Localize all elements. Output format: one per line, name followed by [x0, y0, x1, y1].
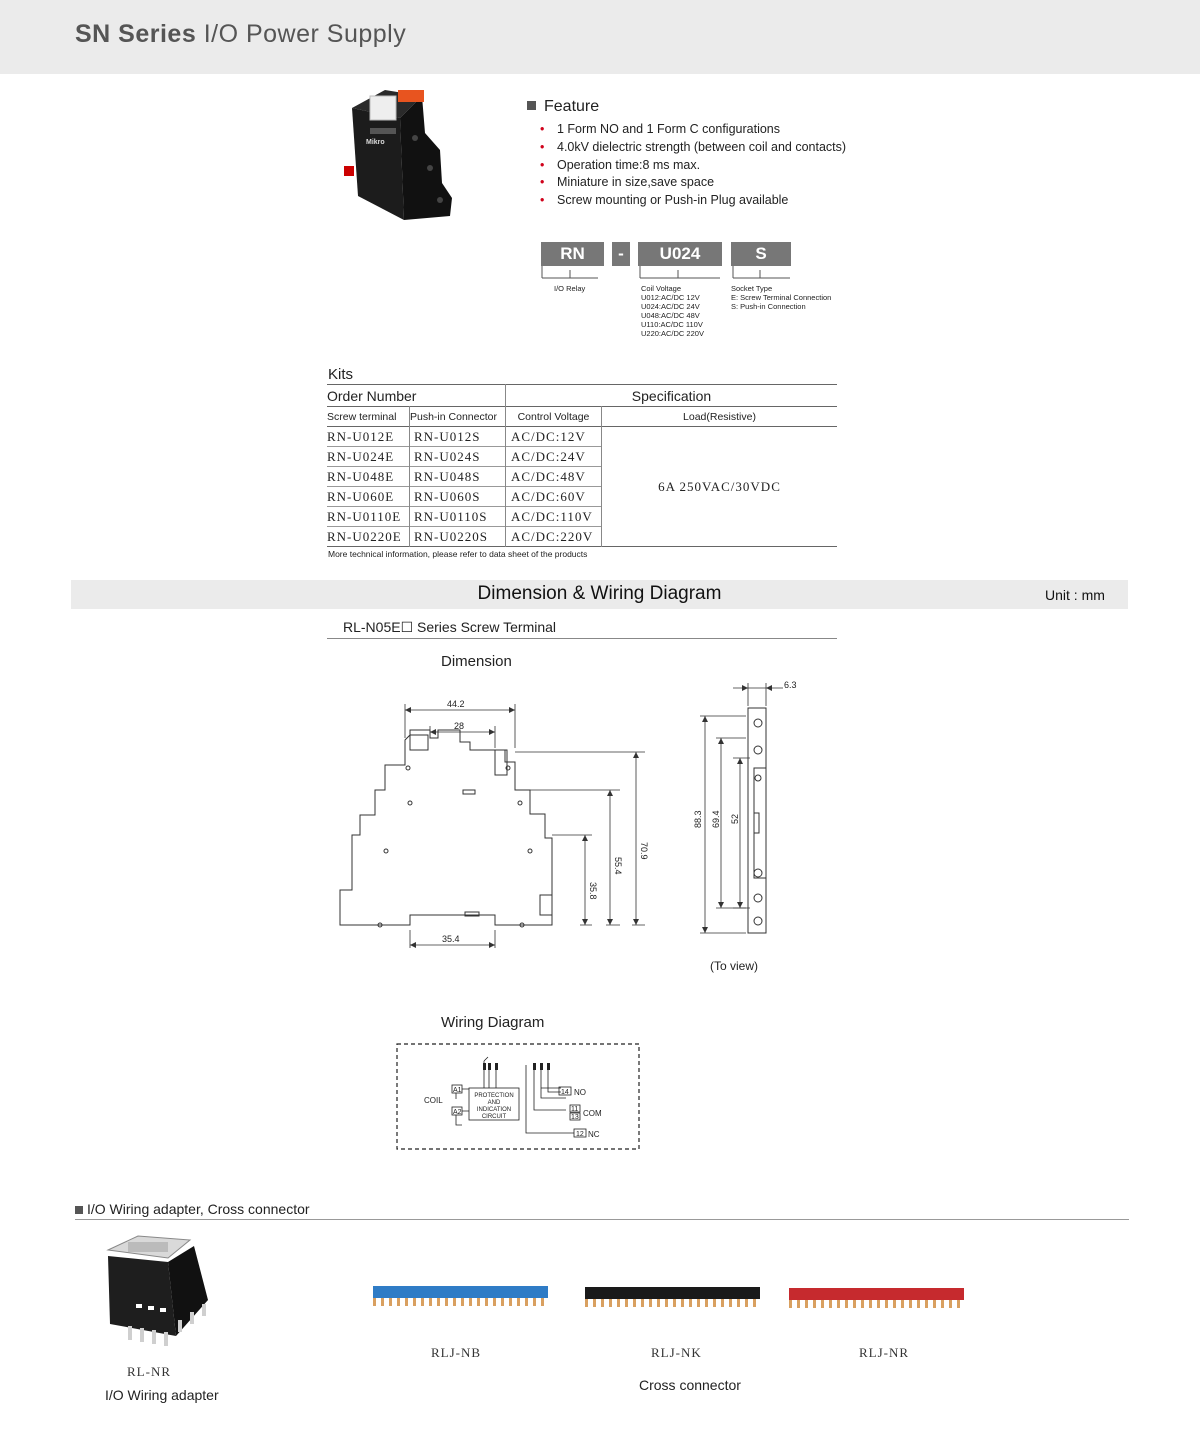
feature-item-text: 4.0kV dielectric strength (between coil and contacts): [557, 139, 847, 154]
screw-cell: RN-U060E: [327, 487, 410, 507]
bullet-dot-icon: •: [540, 193, 545, 208]
kits-header-row: [327, 385, 837, 407]
screw-cell: RN-U024E: [327, 447, 410, 467]
voltage-cell: AC/DC:110V: [506, 507, 602, 527]
circuit-line: PROTECTION: [474, 1093, 514, 1099]
feature-item: [540, 192, 846, 210]
page-title: [75, 20, 406, 49]
connector-pins: [585, 1299, 760, 1307]
push-cell: RN-U0110S: [410, 507, 506, 527]
kits-table: [327, 384, 837, 547]
top-view-drawing: [688, 678, 808, 940]
dim-69-4: 69.4: [711, 810, 721, 828]
cross-connector-blue: [373, 1286, 548, 1316]
code-desc-line: Coil Voltage: [641, 284, 682, 293]
com-label: COM: [583, 1109, 602, 1118]
code-part1-desc: I/O Relay: [554, 284, 586, 293]
divider: [327, 638, 837, 639]
code-desc-line: U024:AC/DC 24V: [641, 302, 700, 311]
divider: [75, 1219, 1129, 1220]
adapter-model: RL-NR: [127, 1364, 171, 1379]
terminal-11: 11: [571, 1106, 579, 1113]
series-title: RL-N05E☐ Series Screw Terminal: [343, 619, 557, 635]
dim-28: 28: [454, 721, 465, 731]
kits-subheader-row: [327, 407, 837, 427]
order-number-header: Order Number: [327, 385, 506, 407]
bullet-dot-icon: •: [540, 122, 545, 136]
dimension-section-title: Dimension & Wiring Diagram: [477, 583, 722, 604]
cross-connector-label: Cross connector: [639, 1377, 741, 1393]
screw-cell: RN-U0220E: [327, 527, 410, 547]
square-bullet-icon: [527, 101, 536, 110]
connector-model: RLJ-NR: [859, 1345, 910, 1360]
code-desc-line: U012:AC/DC 12V: [641, 293, 700, 302]
wiring-label: Wiring Diagram: [441, 1014, 545, 1031]
terminal-13: 13: [571, 1114, 579, 1121]
svg-text:Mikro: Mikro: [366, 139, 385, 146]
connector-bar-black: [585, 1287, 760, 1299]
dim-52: 52: [730, 813, 740, 824]
screw-cell: RN-U0110E: [327, 507, 410, 527]
code-bracket-lines: [538, 266, 798, 284]
connector-pins: [373, 1298, 548, 1306]
feature-list: [540, 121, 846, 210]
feature-heading-text: Feature: [544, 98, 600, 115]
feature-item-text: 1 Form NO and 1 Form C configurations: [557, 122, 780, 136]
circuit-line: CIRCUIT: [481, 1114, 507, 1120]
code-desc-line: U048:AC/DC 48V: [641, 311, 700, 320]
a2-label: A2: [453, 1109, 462, 1116]
wiring-diagram: [396, 1043, 641, 1151]
unit-label: Unit : mm: [1045, 587, 1105, 603]
connector-model: RLJ-NB: [431, 1345, 482, 1360]
code-desc-line: U220:AC/DC 220V: [641, 329, 704, 338]
dim-70-9: 70.9: [639, 842, 649, 860]
feature-item: [540, 139, 846, 157]
code-part-voltage: U024: [638, 242, 722, 266]
a1-label: A1: [453, 1087, 462, 1094]
screw-terminal-header: Screw terminal: [327, 407, 410, 427]
load-cell: 6A 250VAC/30VDC: [658, 478, 781, 494]
push-cell: RN-U048S: [410, 467, 506, 487]
front-dimension-drawing: [330, 690, 660, 952]
square-bullet-icon: [75, 1206, 83, 1214]
voltage-cell: AC/DC:60V: [506, 487, 602, 507]
feature-heading: [527, 98, 599, 116]
code-desc-line: U110:AC/DC 110V: [641, 320, 703, 329]
title-series: SN Series: [75, 20, 197, 48]
feature-item-text: Operation time:8 ms max.: [557, 157, 701, 172]
cross-connector-red: [789, 1288, 964, 1318]
dimension-label: Dimension: [441, 653, 512, 670]
push-cell: RN-U060S: [410, 487, 506, 507]
dim-6-3: 6.3: [784, 680, 797, 690]
dim-35-4: 35.4: [442, 934, 460, 944]
relay-product-image: [330, 88, 460, 223]
connector-bar-blue: [373, 1286, 548, 1298]
title-rest: I/O Power Supply: [196, 20, 407, 48]
adapter-section-title: I/O Wiring adapter, Cross connector: [87, 1201, 310, 1217]
bullet-dot-icon: •: [540, 157, 545, 172]
adapter-section-heading: [75, 1201, 310, 1217]
circuit-line: AND: [487, 1100, 501, 1106]
feature-item-text: Miniature in size,save space: [557, 175, 715, 190]
code-separator: -: [612, 242, 630, 266]
table-row: [327, 427, 837, 447]
feature-item-text: Screw mounting or Push-in Plug available: [557, 193, 789, 208]
bullet-dot-icon: •: [540, 139, 545, 154]
kits-title: Kits: [328, 366, 354, 383]
terminal-14: 14: [561, 1089, 569, 1096]
push-in-header: Push-in Connector: [410, 407, 506, 427]
code-desc-line: S: Push-in Connection: [731, 302, 806, 311]
feature-item: [540, 157, 846, 175]
code-part-rn: RN: [541, 242, 604, 266]
specification-header: Specification: [631, 387, 712, 404]
connector-model: RLJ-NK: [651, 1345, 702, 1360]
voltage-cell: AC/DC:48V: [506, 467, 602, 487]
dim-35-8: 35.8: [588, 882, 598, 900]
circuit-line: INDICATION: [476, 1107, 512, 1113]
coil-label: COIL: [424, 1096, 443, 1105]
wiring-adapter-image: [98, 1228, 218, 1353]
bullet-dot-icon: •: [540, 175, 545, 190]
voltage-cell: AC/DC:220V: [506, 527, 602, 547]
code-part2-desc: [641, 284, 704, 338]
dim-44-2: 44.2: [447, 699, 465, 709]
connector-bar-red: [789, 1288, 964, 1300]
nc-label: NC: [588, 1130, 600, 1139]
push-cell: RN-U012S: [410, 427, 506, 447]
control-voltage-header: Control Voltage: [506, 407, 602, 427]
feature-item: [540, 174, 846, 192]
voltage-cell: AC/DC:24V: [506, 447, 602, 467]
kits-note: More technical information, please refer to data sheet of the products: [328, 549, 588, 559]
code-part3-desc: [731, 284, 831, 311]
push-cell: RN-U024S: [410, 447, 506, 467]
dim-55-4: 55.4: [613, 857, 623, 875]
terminal-12: 12: [576, 1131, 584, 1138]
load-header: Load(Resistive): [683, 410, 756, 423]
screw-cell: RN-U048E: [327, 467, 410, 487]
adapter-label: I/O Wiring adapter: [105, 1387, 219, 1403]
no-label: NO: [574, 1088, 586, 1097]
connector-pins: [789, 1300, 964, 1308]
code-part-socket: S: [731, 242, 791, 266]
voltage-cell: AC/DC:12V: [506, 427, 602, 447]
code-desc-line: Socket Type: [731, 284, 773, 293]
cross-connector-black: [585, 1287, 760, 1317]
top-view-label: (To view): [710, 959, 759, 973]
dim-88-3: 88.3: [693, 810, 703, 828]
push-cell: RN-U0220S: [410, 527, 506, 547]
screw-cell: RN-U012E: [327, 427, 410, 447]
code-desc-line: E: Screw Terminal Connection: [731, 293, 832, 302]
feature-item: [540, 121, 846, 139]
